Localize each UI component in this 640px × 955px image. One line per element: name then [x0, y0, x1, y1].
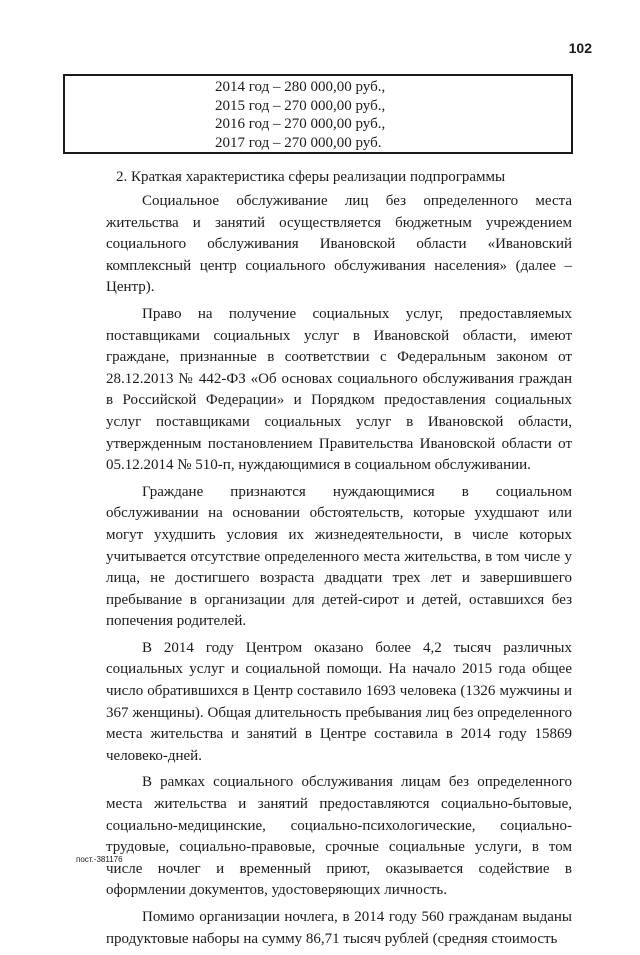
section-heading: 2. Краткая характеристика сферы реализации подпрограммы [116, 169, 506, 185]
document-footer-code: пост.-381176 [76, 855, 123, 864]
paragraph-food-sets: Помимо организации ночлега, в 2014 году 560 гражданам выданы продуктовые наборы на сумму 86,71 тысяч рублей (средняя стоимость [106, 909, 572, 947]
amount-line-2015: 2015 год – 270 000,00 руб., [215, 97, 386, 114]
paragraph-need-criteria: Граждане признаются нуждающимися в социальном обслуживании на основании обстоятельств, которые ухудшают или могут ухудшить условия их жизнедеятельности, в числе которых учитывается отсутствие определенного места жительства, в том числе у лица, не достигшего возраста двадцати трех лет и завершившего пребывание в организации для детей-сирот и детей, оставшихся без попечения родителей. [106, 483, 572, 630]
paragraph-right-to-services: Право на получение социальных услуг, предоставляемых поставщиками социальных услуг в Ивановской области, имеют граждане, признанные в соответствии с Федеральным законом от 28.12.2013 № 442-ФЗ «Об основах социального обслуживания граждан в Российской Федерации» и Порядком предоставления социальных услуг поставщиками социальных услуг в Ивановской области, утвержденным постановлением Правительства Ивановской области от 05.12.2014 № 510-п, нуждающимися в социальном обслуживании. [106, 305, 572, 474]
paragraph-2014-statistics: В 2014 году Центром оказано более 4,2 тысяч различных социальных услуг и социальной помощи. На начало 2015 года общее число обратившихся в Центр составило 1693 человека (1326 мужчины и 367 женщины). Общая длительность пребывания лиц без определенного места жительства и занятий в Центре составила в 2014 году 15869 человеко-дней. [106, 639, 572, 764]
amount-line-2014: 2014 год – 280 000,00 руб., [215, 79, 386, 95]
amount-line-2017: 2017 год – 270 000,00 руб. [215, 134, 382, 151]
paragraph-service-provider: Социальное обслуживание лиц без определенного места жительства и занятий осуществляется бюджетным учреждением социального обслуживания Ивановской области «Ивановский комплексный центр социального обслуживания населения» (далее – Центр). [106, 193, 572, 296]
paragraph-service-types: В рамках социального обслуживания лицам без определенного места жительства и занятий предоставляются социально-бытовые, социально-медицинские, социально-психологические, социально-трудовые, социально-правовые, срочные социальные услуги, в том числе ночлег и временный приют, оказывается содействие в оформлении документов, удостоверяющих личность. [106, 774, 572, 899]
body-text [106, 191, 572, 955]
amount-line-2016: 2016 год – 270 000,00 руб., [215, 116, 386, 132]
funding-amounts-box [63, 74, 573, 154]
page-number: 102 [568, 40, 592, 56]
